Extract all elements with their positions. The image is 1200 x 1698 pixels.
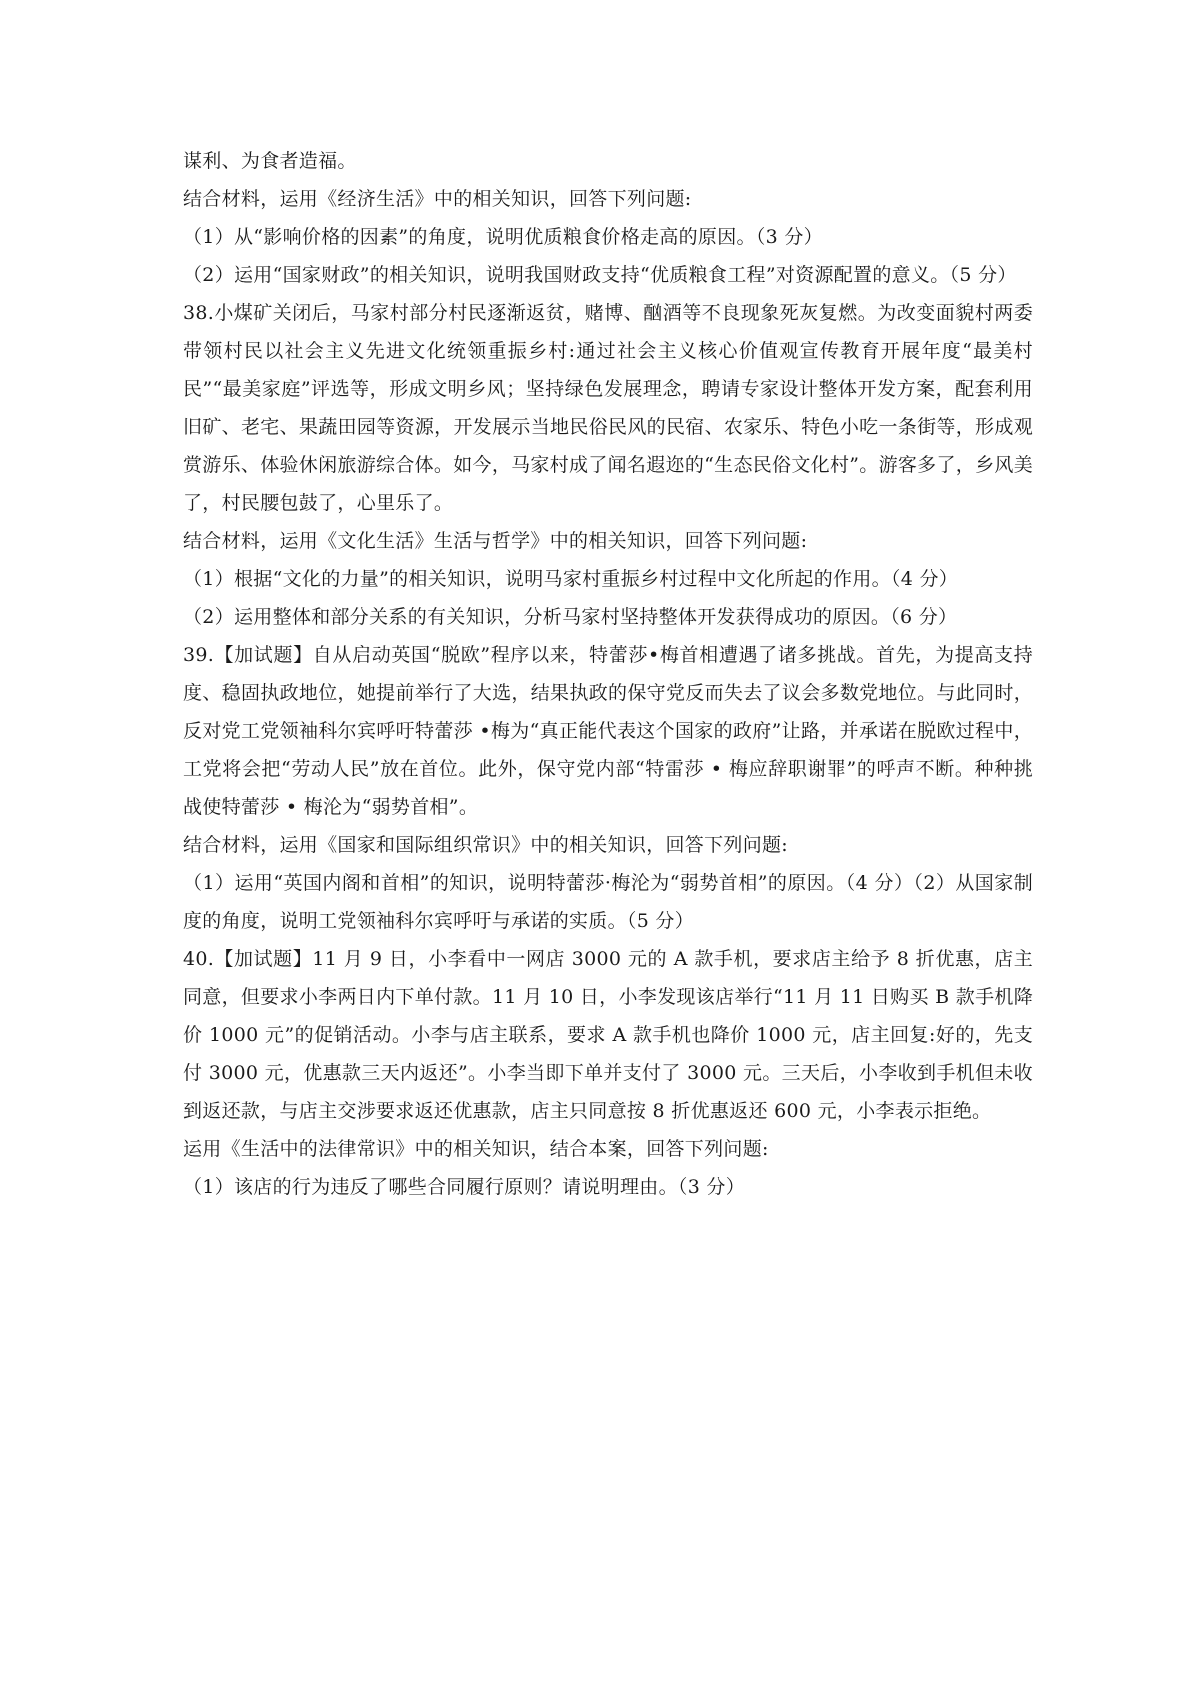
question-40-1: （1）该店的行为违反了哪些合同履行原则？请说明理由。（3 分）: [183, 1176, 746, 1198]
document-page: [183, 142, 1033, 1206]
question-38-1: （1）根据“文化的力量”的相关知识，说明马家村重振乡村过程中文化所起的作用。（4 分）: [183, 568, 959, 590]
question-40-material: 40.【加试题】11 月 9 日，小李看中一网店 3000 元的 A 款手机，要求店主给予 8 折优惠，店主同意，但要求小李两日内下单付款。11 月 10 日，小李发现该店举行“11 月 11 日购买 B 款手机降价 1000 元”的促销活动。小李与店主联系，要求 A 款手机也降价 1000 元，店主回复:好的，先支付 3000 元，优惠款三天内返还”。小李当即下单并支付了 3000 元。三天后，小李收到手机但未收到返还款，与店主交涉要求返还优惠款，店主只同意按 8 折优惠返还 600 元，小李表示拒绝。: [183, 948, 1033, 1122]
question-39-subquestions: （1）运用“英国内阁和首相”的知识，说明特蕾莎·梅沦为“弱势首相”的原因。（4 分）（2）从国家制度的角度，说明工党领袖科尔宾呼吁与承诺的实质。（5 分）: [183, 872, 1033, 932]
question-38-material: 38.小煤矿关闭后，马家村部分村民逐渐返贫，赌博、酗酒等不良现象死灰复燃。为改变面貌村两委带领村民以社会主义先进文化统领重振乡村:通过社会主义核心价值观宣传教育开展年度“最美村民”“最美家庭”评选等，形成文明乡风；坚持绿色发展理念，聘请专家设计整体开发方案，配套利用旧矿、老宅、果蔬田园等资源，开发展示当地民俗民风的民宿、农家乐、特色小吃一条街等，形成观赏游乐、体验休闲旅游综合体。如今，马家村成了闻名遐迩的“生态民俗文化村”。游客多了，乡风美了，村民腰包鼓了，心里乐了。: [183, 302, 1033, 514]
instruction-legal-knowledge: 运用《生活中的法律常识》中的相关知识，结合本案，回答下列问题:: [183, 1138, 769, 1160]
question-37-1: （1）从“影响价格的因素”的角度，说明优质粮食价格走高的原因。（3 分）: [183, 226, 823, 248]
question-38-2: （2）运用整体和部分关系的有关知识，分析马家村坚持整体开发获得成功的原因。（6 分）: [183, 606, 958, 628]
instruction-state-organizations: 结合材料，运用《国家和国际组织常识》中的相关知识，回答下列问题:: [183, 834, 789, 856]
paragraph-continuation: 谋利、为食者造福。: [183, 150, 357, 172]
question-39-material: 39.【加试题】自从启动英国“脱欧”程序以来，特蕾莎•梅首相遭遇了诸多挑战。首先，为提高支持度、稳固执政地位，她提前举行了大选，结果执政的保守党反而失去了议会多数党地位。与此同时，反对党工党领袖科尔宾呼吁特蕾莎 •梅为“真正能代表这个国家的政府”让路，并承诺在脱欧过程中，工党将会把“劳动人民”放在首位。此外，保守党内部“特雷莎 • 梅应辞职谢罪”的呼声不断。种种挑战使特蕾莎 • 梅沦为“弱势首相”。: [183, 644, 1033, 818]
instruction-economic-life: 结合材料，运用《经济生活》中的相关知识，回答下列问题:: [183, 188, 692, 210]
instruction-culture-life: 结合材料，运用《文化生活》生活与哲学》中的相关知识，回答下列问题:: [183, 530, 808, 552]
question-37-2: （2）运用“国家财政”的相关知识，说明我国财政支持“优质粮食工程”对资源配置的意义。（5 分）: [183, 264, 1017, 286]
